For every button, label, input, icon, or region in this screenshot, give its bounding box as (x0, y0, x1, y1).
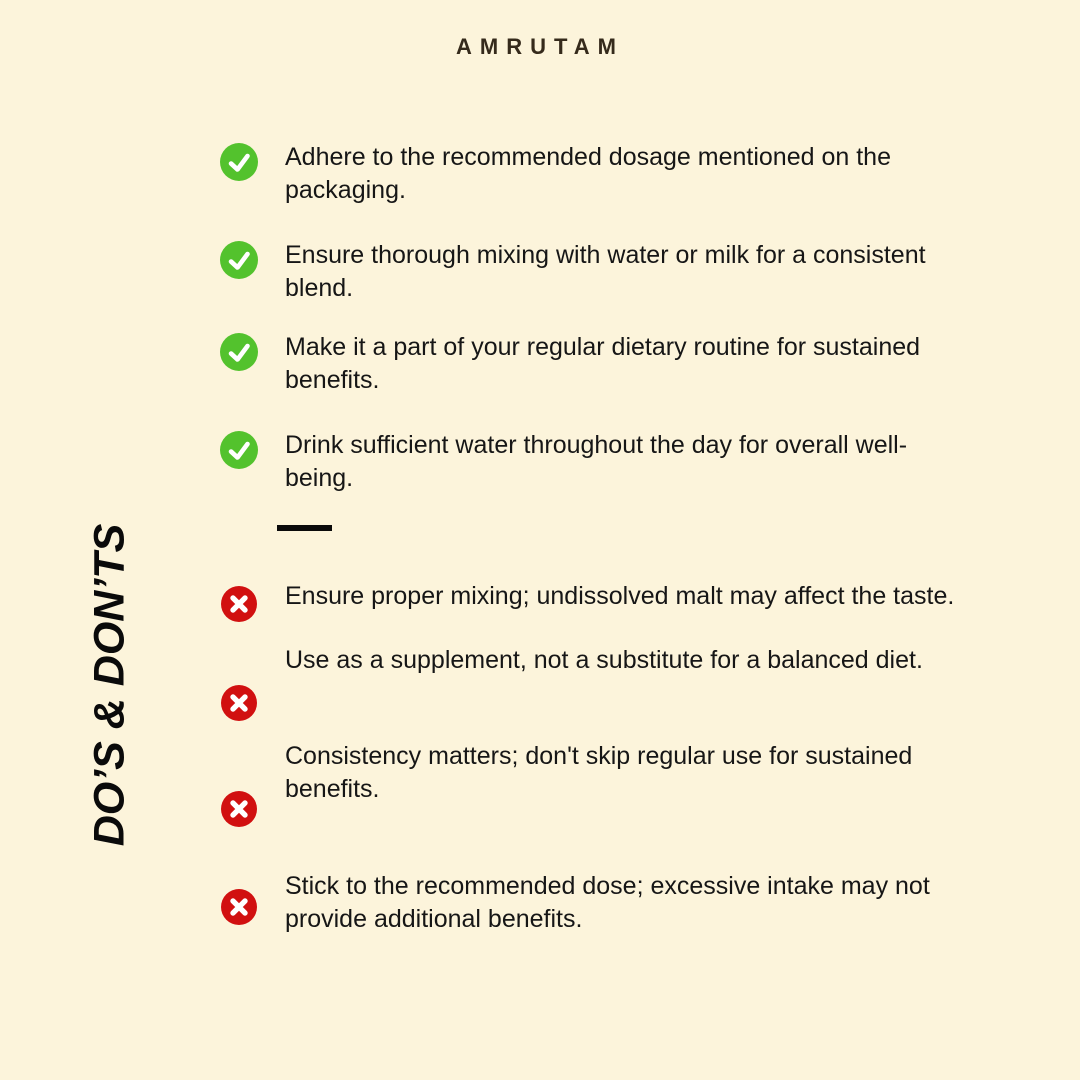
dos-item (220, 141, 1010, 207)
check-circle-icon (220, 431, 258, 469)
check-circle-icon (220, 143, 258, 181)
x-circle-icon (220, 790, 258, 828)
donts-item (220, 580, 1010, 623)
x-circle-icon (220, 684, 258, 722)
dos-item (220, 331, 1010, 397)
dos-item-text: Drink sufficient water throughout the day for overall well-being. (285, 431, 908, 492)
dos-item-text: Adhere to the recommended dosage mentioned on the packaging. (285, 143, 891, 204)
section-divider (277, 525, 332, 531)
x-circle-icon (220, 888, 258, 926)
dos-item-text: Ensure thorough mixing with water or milk for a consistent blend. (285, 241, 926, 302)
check-circle-icon (220, 333, 258, 371)
donts-item-text: Ensure proper mixing; undissolved malt may affect the taste. (285, 582, 955, 610)
section-vertical-label: DO’S & DON’TS (85, 523, 134, 847)
donts-item-text: Use as a supplement, not a substitute for a balanced diet. (285, 646, 923, 674)
donts-item-text: Stick to the recommended dose; excessive intake may not provide additional benefits. (285, 872, 930, 933)
x-circle-icon (220, 585, 258, 623)
dos-item-text: Make it a part of your regular dietary routine for sustained benefits. (285, 333, 921, 394)
brand-title: AMRUTAM (455, 34, 624, 59)
dos-item (220, 239, 1010, 305)
dos-item (220, 429, 1010, 495)
check-circle-icon (220, 241, 258, 279)
donts-item-text: Consistency matters; don't skip regular use for sustained benefits. (285, 742, 913, 803)
donts-item (220, 740, 1010, 828)
donts-item (220, 870, 1010, 936)
donts-item (220, 644, 1010, 722)
